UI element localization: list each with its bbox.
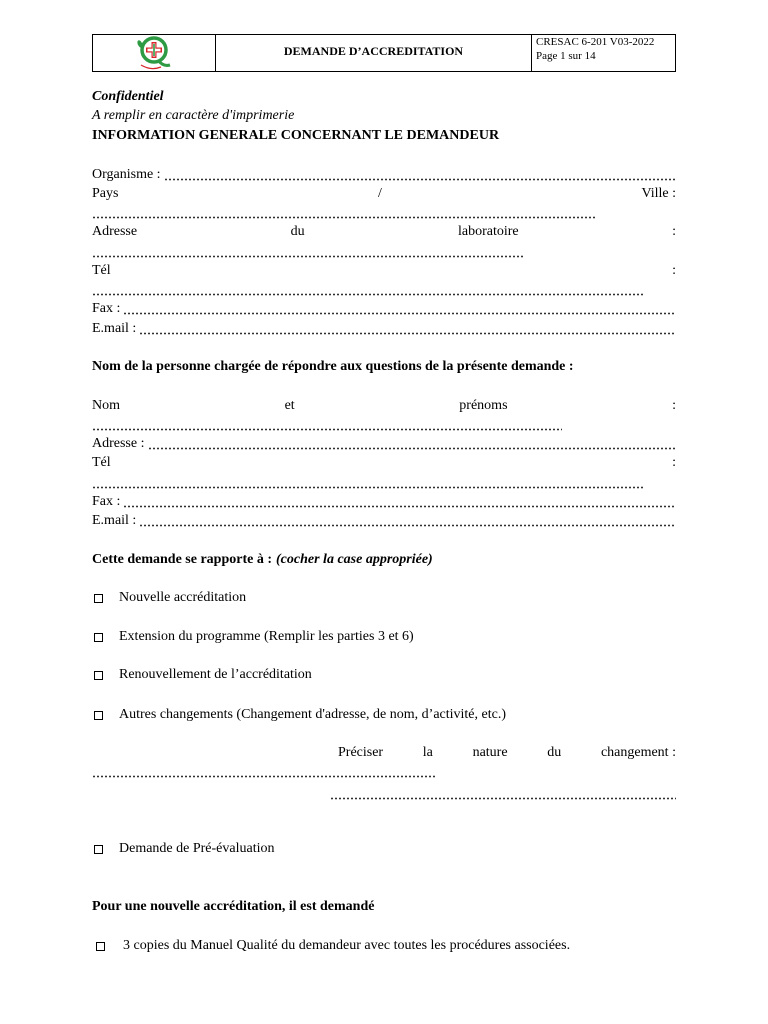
option-label: Extension du programme (Remplir les parties 3 et 6) bbox=[119, 629, 414, 644]
page-number: Page 1 sur 14 bbox=[536, 50, 596, 62]
tel-field bbox=[92, 261, 676, 281]
prenoms-word: prénoms bbox=[459, 398, 508, 413]
pays-ville-field bbox=[92, 184, 676, 204]
preciser-changement-field bbox=[338, 743, 676, 763]
adresse-laboratoire-field bbox=[92, 222, 676, 242]
requirement-label: 3 copies du Manuel Qualité du demandeur avec toutes les procédures associées. bbox=[123, 938, 571, 953]
request-type-heading-note: (cocher la case appropriée) bbox=[276, 552, 433, 567]
contact-adresse-field bbox=[92, 434, 676, 454]
option-label: Nouvelle accréditation bbox=[119, 590, 247, 605]
laboratoire-word: laboratoire bbox=[458, 224, 519, 239]
nom-fill-line bbox=[92, 415, 676, 435]
nom-word: Nom bbox=[92, 398, 120, 413]
nom-prenoms-field bbox=[92, 396, 676, 416]
dot-leader bbox=[139, 511, 674, 531]
adresse-label: Adresse : bbox=[92, 436, 145, 451]
du-word: du bbox=[547, 745, 562, 760]
requirement-item bbox=[92, 936, 676, 956]
new-accreditation-heading: Pour une nouvelle accréditation, il est demandé bbox=[92, 899, 375, 914]
email-label: E.mail : bbox=[92, 513, 137, 528]
dot-leader bbox=[92, 280, 645, 300]
header-table bbox=[92, 34, 676, 72]
contact-fax-field bbox=[92, 492, 676, 512]
checkbox[interactable] bbox=[94, 671, 103, 680]
dot-leader bbox=[123, 299, 676, 319]
organisme-field bbox=[92, 165, 676, 185]
changement-fill-line-2 bbox=[330, 784, 676, 804]
email-label: E.mail : bbox=[92, 321, 137, 336]
dot-leader bbox=[92, 242, 524, 262]
tel-label: Tél bbox=[92, 455, 111, 470]
option-extension-programme bbox=[92, 627, 676, 647]
preciser-word: Préciser bbox=[338, 745, 384, 760]
pays-label: Pays bbox=[92, 186, 119, 201]
dot-leader bbox=[123, 492, 676, 512]
nature-word: nature bbox=[472, 745, 508, 760]
document-reference: CRESAC 6-201 V03-2022 bbox=[536, 36, 655, 48]
option-label: Autres changements (Changement d'adresse, de nom, d’activité, etc.) bbox=[119, 707, 506, 722]
fax-label: Fax : bbox=[92, 494, 121, 509]
dot-leader bbox=[330, 784, 676, 804]
email-field bbox=[92, 319, 674, 339]
separator-label: / bbox=[378, 186, 382, 201]
organisme-label: Organisme : bbox=[92, 167, 161, 182]
reference-cell bbox=[532, 35, 675, 71]
request-type-heading-text: Cette demande se rapporte à : bbox=[92, 552, 273, 567]
contact-tel-fill-line bbox=[92, 473, 676, 493]
fax-field bbox=[92, 299, 676, 319]
confidential-label: Confidentiel bbox=[92, 89, 164, 104]
tel-fill-line bbox=[92, 280, 676, 300]
fax-label: Fax : bbox=[92, 301, 121, 316]
dot-leader bbox=[92, 473, 645, 493]
du-word: du bbox=[290, 224, 305, 239]
checkbox[interactable] bbox=[96, 942, 105, 951]
tel-label: Tél bbox=[92, 263, 111, 278]
dot-leader bbox=[139, 319, 674, 339]
pays-ville-fill-line bbox=[92, 203, 676, 223]
logo-cell bbox=[93, 35, 215, 71]
option-pre-evaluation bbox=[92, 839, 676, 859]
contact-heading: Nom de la personne chargée de répondre aux questions de la présente demande : bbox=[92, 359, 574, 374]
instruction-text: A remplir en caractère d'imprimerie bbox=[92, 108, 295, 123]
colon: : bbox=[672, 263, 676, 278]
option-nouvelle-accreditation bbox=[92, 588, 676, 608]
adresse-word: Adresse bbox=[92, 224, 138, 239]
changement-fill-line bbox=[92, 762, 676, 782]
section-title: INFORMATION GENERALE CONCERNANT LE DEMANDEUR bbox=[92, 128, 500, 143]
changement-word: changement : bbox=[600, 745, 676, 760]
contact-tel-field bbox=[92, 453, 676, 473]
colon: : bbox=[672, 398, 676, 413]
colon: : bbox=[672, 224, 676, 239]
dot-leader bbox=[92, 415, 562, 435]
dot-leader bbox=[148, 434, 677, 454]
dot-leader bbox=[92, 762, 435, 782]
la-word: la bbox=[422, 745, 433, 760]
request-type-heading bbox=[92, 550, 676, 570]
title-cell bbox=[215, 35, 532, 71]
dot-leader bbox=[164, 165, 676, 185]
checkbox[interactable] bbox=[94, 845, 103, 854]
option-label: Renouvellement de l’accréditation bbox=[119, 667, 312, 682]
checkbox[interactable] bbox=[94, 594, 103, 603]
option-renouvellement bbox=[92, 665, 676, 685]
checkbox[interactable] bbox=[94, 633, 103, 642]
contact-email-field bbox=[92, 511, 674, 531]
option-label: Demande de Pré-évaluation bbox=[119, 841, 275, 856]
adresse-fill-line bbox=[92, 242, 676, 262]
option-autres-changements bbox=[92, 705, 676, 725]
checkbox[interactable] bbox=[94, 711, 103, 720]
ville-label: Ville : bbox=[641, 186, 676, 201]
colon: : bbox=[672, 455, 676, 470]
document-title: DEMANDE D’ACCREDITATION bbox=[283, 44, 464, 58]
et-word: et bbox=[284, 398, 295, 413]
organization-logo-icon bbox=[136, 34, 172, 72]
dot-leader bbox=[92, 203, 596, 223]
